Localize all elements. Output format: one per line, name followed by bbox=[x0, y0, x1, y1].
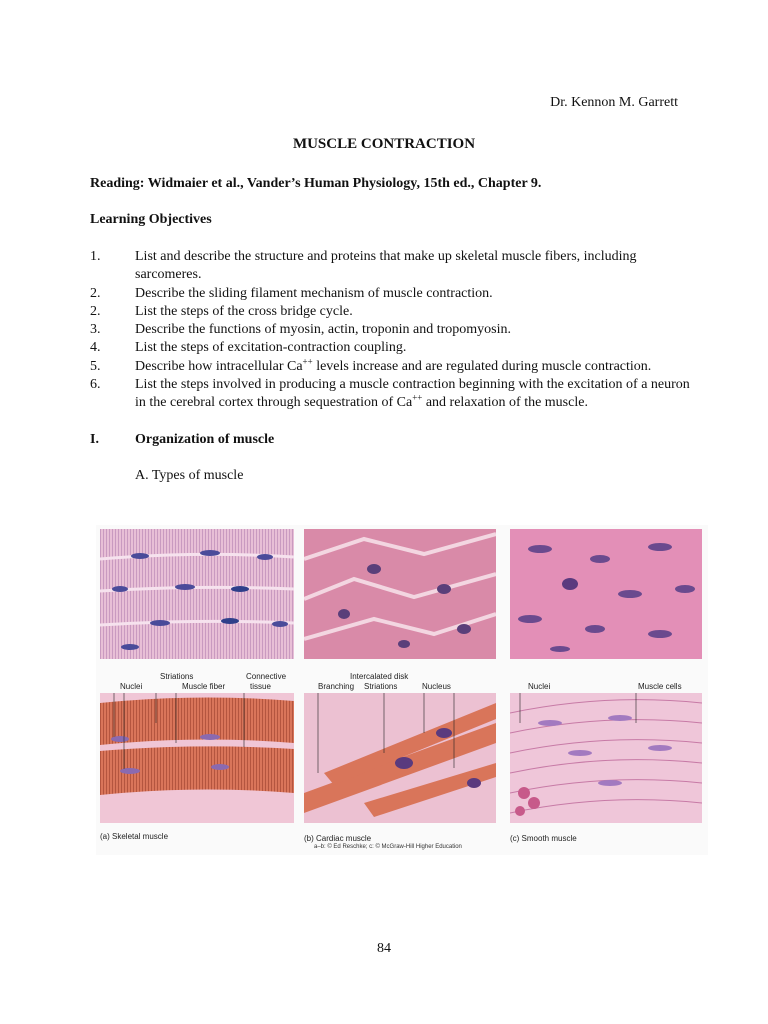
objective-item: 2. List the steps of the cross bridge cycle. bbox=[90, 303, 353, 319]
label-connective: Connective bbox=[246, 672, 287, 681]
page-title: MUSCLE CONTRACTION bbox=[292, 136, 476, 152]
objective-item: 2. Describe the sliding filament mechanism of muscle contraction. bbox=[90, 285, 493, 301]
caption-cardiac: (b) Cardiac muscle bbox=[304, 834, 372, 843]
objective-item: 1. List and describe the structure and proteins that make up skeletal muscle fibers, including sarcomeres. bbox=[90, 249, 637, 283]
smooth-illustration bbox=[510, 693, 702, 823]
label-branching: Branching bbox=[318, 682, 355, 691]
reading-assignment: Reading: Widmaier et al., Vander’s Human Physiology, 15th ed., Chapter 9. bbox=[90, 176, 542, 191]
label-nucleus: Nucleus bbox=[422, 682, 451, 691]
caption-smooth: (c) Smooth muscle bbox=[510, 834, 577, 843]
label-striations: Striations bbox=[160, 672, 194, 681]
learning-objectives-list bbox=[90, 248, 690, 413]
cardiac-micrograph bbox=[304, 529, 496, 659]
label-cardiac-striations: Striations bbox=[364, 682, 398, 691]
section-heading: I. Organization of muscle bbox=[90, 432, 275, 447]
skeletal-micrograph bbox=[100, 529, 294, 659]
label-muscle-cells: Muscle cells bbox=[638, 682, 682, 691]
objective-item: 5. Describe how intracellular Ca++ levels increase and are regulated during muscle contraction. bbox=[90, 356, 652, 374]
objective-item: 6. List the steps involved in producing a muscle contraction beginning with the excitation of a neuron in the cerebral cortex through sequestration of Ca++ and relaxation of the muscle. bbox=[90, 377, 690, 411]
label-smooth-nuclei: Nuclei bbox=[528, 682, 551, 691]
objective-item: 4. List the steps of excitation-contraction coupling. bbox=[90, 340, 407, 356]
cardiac-illustration bbox=[304, 693, 496, 823]
page-number: 84 bbox=[377, 941, 391, 956]
label-tissue: tissue bbox=[250, 682, 271, 691]
subsection-heading: A. Types of muscle bbox=[135, 468, 244, 483]
author-name: Dr. Kennon M. Garrett bbox=[550, 95, 678, 110]
objective-item: 3. Describe the functions of myosin, actin, troponin and tropomyosin. bbox=[90, 322, 511, 338]
figure-credit: a–b: © Ed Reschke; c: © McGraw-Hill Higher Education bbox=[314, 844, 462, 850]
label-intercalated-disk: Intercalated disk bbox=[350, 672, 409, 681]
label-nuclei: Nuclei bbox=[120, 682, 143, 691]
caption-skeletal: (a) Skeletal muscle bbox=[100, 832, 169, 841]
label-muscle-fiber: Muscle fiber bbox=[182, 682, 226, 691]
muscle-types-figure bbox=[96, 525, 708, 855]
skeletal-illustration bbox=[100, 693, 294, 823]
smooth-micrograph bbox=[510, 529, 702, 659]
learning-objectives-heading: Learning Objectives bbox=[90, 212, 212, 227]
